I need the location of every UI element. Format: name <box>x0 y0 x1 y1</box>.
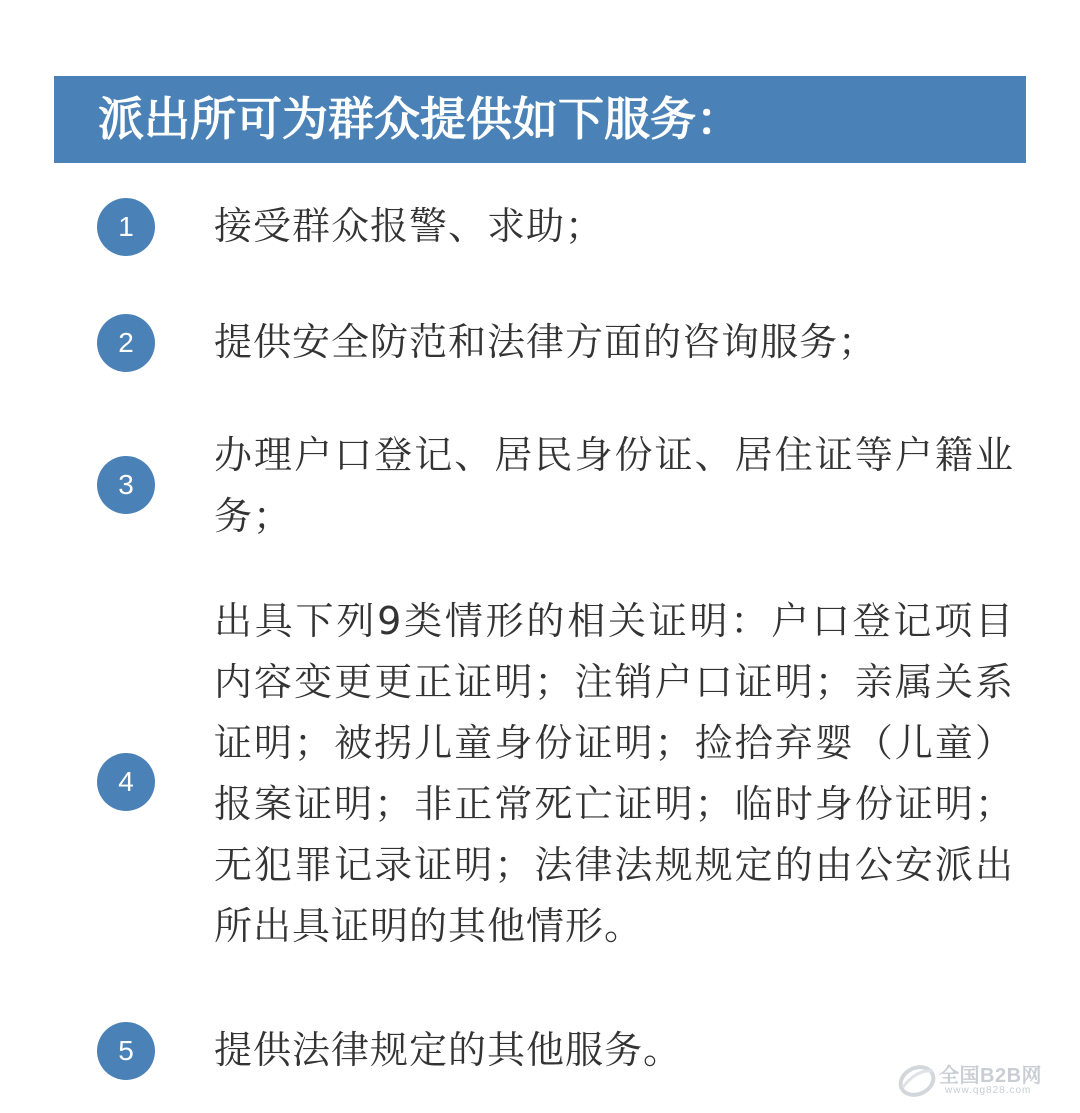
item-text: 提供法律规定的其他服务。 <box>214 1028 683 1072</box>
item-text: 办理户口登记、居民身份证、居住证等户籍业务； <box>214 433 1014 538</box>
watermark <box>895 1055 1055 1105</box>
item-number-badge: 1 <box>97 198 155 256</box>
item-number-badge: 2 <box>97 314 155 372</box>
item-number-badge: 3 <box>97 456 155 514</box>
page-title: 派出所可为群众提供如下服务： <box>98 92 742 146</box>
item-number-badge: 5 <box>97 1022 155 1080</box>
item-text: 出具下列9类情形的相关证明：户口登记项目内容变更更正证明；注销户口证明；亲属关系证明；被拐儿童身份证明；捡拾弃婴（儿童）报案证明；非正常死亡证明；临时身份证明；无犯罪记录证明；法律法规规定的由公安派出所出具证明的其他情形。 <box>214 599 1014 948</box>
header-bar <box>54 76 1026 163</box>
item-text: 提供安全防范和法律方面的咨询服务； <box>214 320 878 364</box>
watermark-url: www.qg828.com <box>945 1085 1032 1096</box>
swirl-logo-icon <box>895 1057 939 1101</box>
item-text: 接受群众报警、求助； <box>214 204 605 248</box>
watermark-name: 全国B2B网 <box>939 1065 1043 1087</box>
item-number-badge: 4 <box>97 753 155 811</box>
